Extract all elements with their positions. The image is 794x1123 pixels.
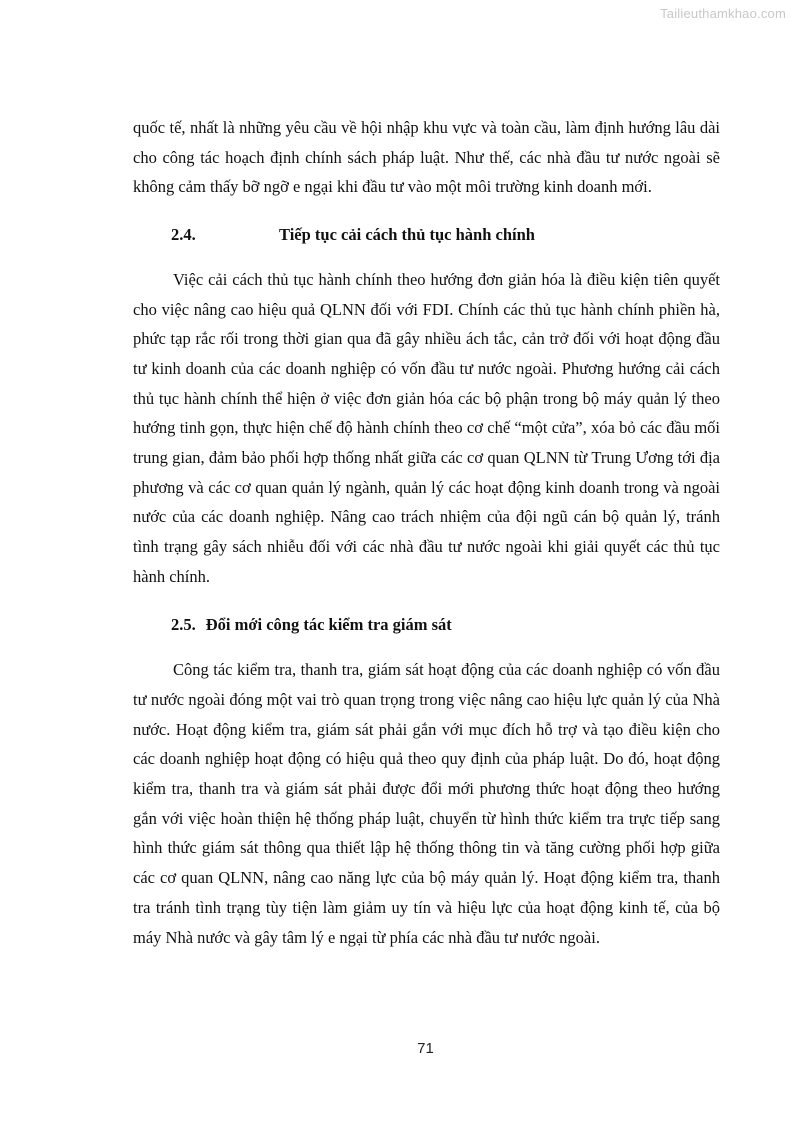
paragraph-continuation: quốc tế, nhất là những yêu cầu về hội nhập khu vực và toàn cầu, làm định hướng lâu dài cho công tác hoạch định chính sách pháp luật. Như thế, các nhà đầu tư nước ngoài sẽ không cảm thấy bỡ ngỡ e ngại khi đầu tư vào một môi trường kinh doanh mới. — [133, 118, 720, 197]
section-number: 2.4. — [171, 225, 196, 245]
page-number: 71 — [417, 1040, 434, 1057]
paragraph-inspection-supervision: Công tác kiểm tra, thanh tra, giám sát hoạt động của các doanh nghiệp có vốn đầu tư nước ngoài đóng một vai trò quan trọng trong việc nâng cao hiệu lực quản lý của Nhà nước. Hoạt động kiểm tra, giám sát phải gắn với mục đích hỗ trợ và tạo điều kiện cho các doanh nghiệp hoạt động có hiệu quả theo quy định của pháp luật. Do đó, hoạt động kiểm tra, thanh tra và giám sát phải được đổi mới phương thức hoạt động theo hướng gắn với việc hoàn thiện hệ thống pháp luật, chuyển từ hình thức kiểm tra trực tiếp sang hình thức giám sát thông qua thiết lập hệ thống thông tin và tăng cường phối hợp giữa các cơ quan QLNN, nâng cao năng lực của bộ máy quản lý. Hoạt động kiểm tra, thanh tra tránh tình trạng tùy tiện làm giảm uy tín và hiệu lực của hoạt động kinh tế, của bộ máy Nhà nước và gây tâm lý e ngại từ phía các nhà đầu tư nước ngoài. — [133, 660, 720, 947]
section-heading-2-4 — [133, 220, 720, 250]
section-title: Tiếp tục cải cách thủ tục hành chính — [279, 225, 535, 245]
section-title: Đổi mới công tác kiểm tra giám sát — [205, 614, 452, 634]
document-body — [133, 113, 720, 952]
watermark: Tailieuthamkhao.com — [660, 6, 786, 21]
section-heading-2-5 — [133, 610, 720, 640]
section-number: 2.5. — [171, 614, 196, 634]
paragraph-administrative-reform: Việc cải cách thủ tục hành chính theo hướng đơn giản hóa là điều kiện tiên quyết cho việc nâng cao hiệu quả QLNN đối với FDI. Chính các thủ tục hành chính phiền hà, phức tạp rắc rối trong thời gian qua đã gây nhiều ách tắc, cản trở đối với hoạt động đầu tư kinh doanh của các doanh nghiệp có vốn đầu tư nước ngoài. Phương hướng cải cách thủ tục hành chính thể hiện ở việc đơn giản hóa các bộ phận trong bộ máy quản lý theo hướng tinh gọn, thực hiện chế độ hành chính theo cơ chế “một cửa”, xóa bỏ các đầu mối trung gian, đảm bảo phối hợp thống nhất giữa các cơ quan QLNN từ Trung Ương tới địa phương và các cơ quan quản lý ngành, quản lý các hoạt động kinh doanh trong và ngoài nước của các doanh nghiệp. Nâng cao trách nhiệm của đội ngũ cán bộ quản lý, tránh tình trạng gây sách nhiễu đối với các nhà đầu tư nước ngoài khi giải quyết các thủ tục hành chính. — [133, 269, 720, 586]
